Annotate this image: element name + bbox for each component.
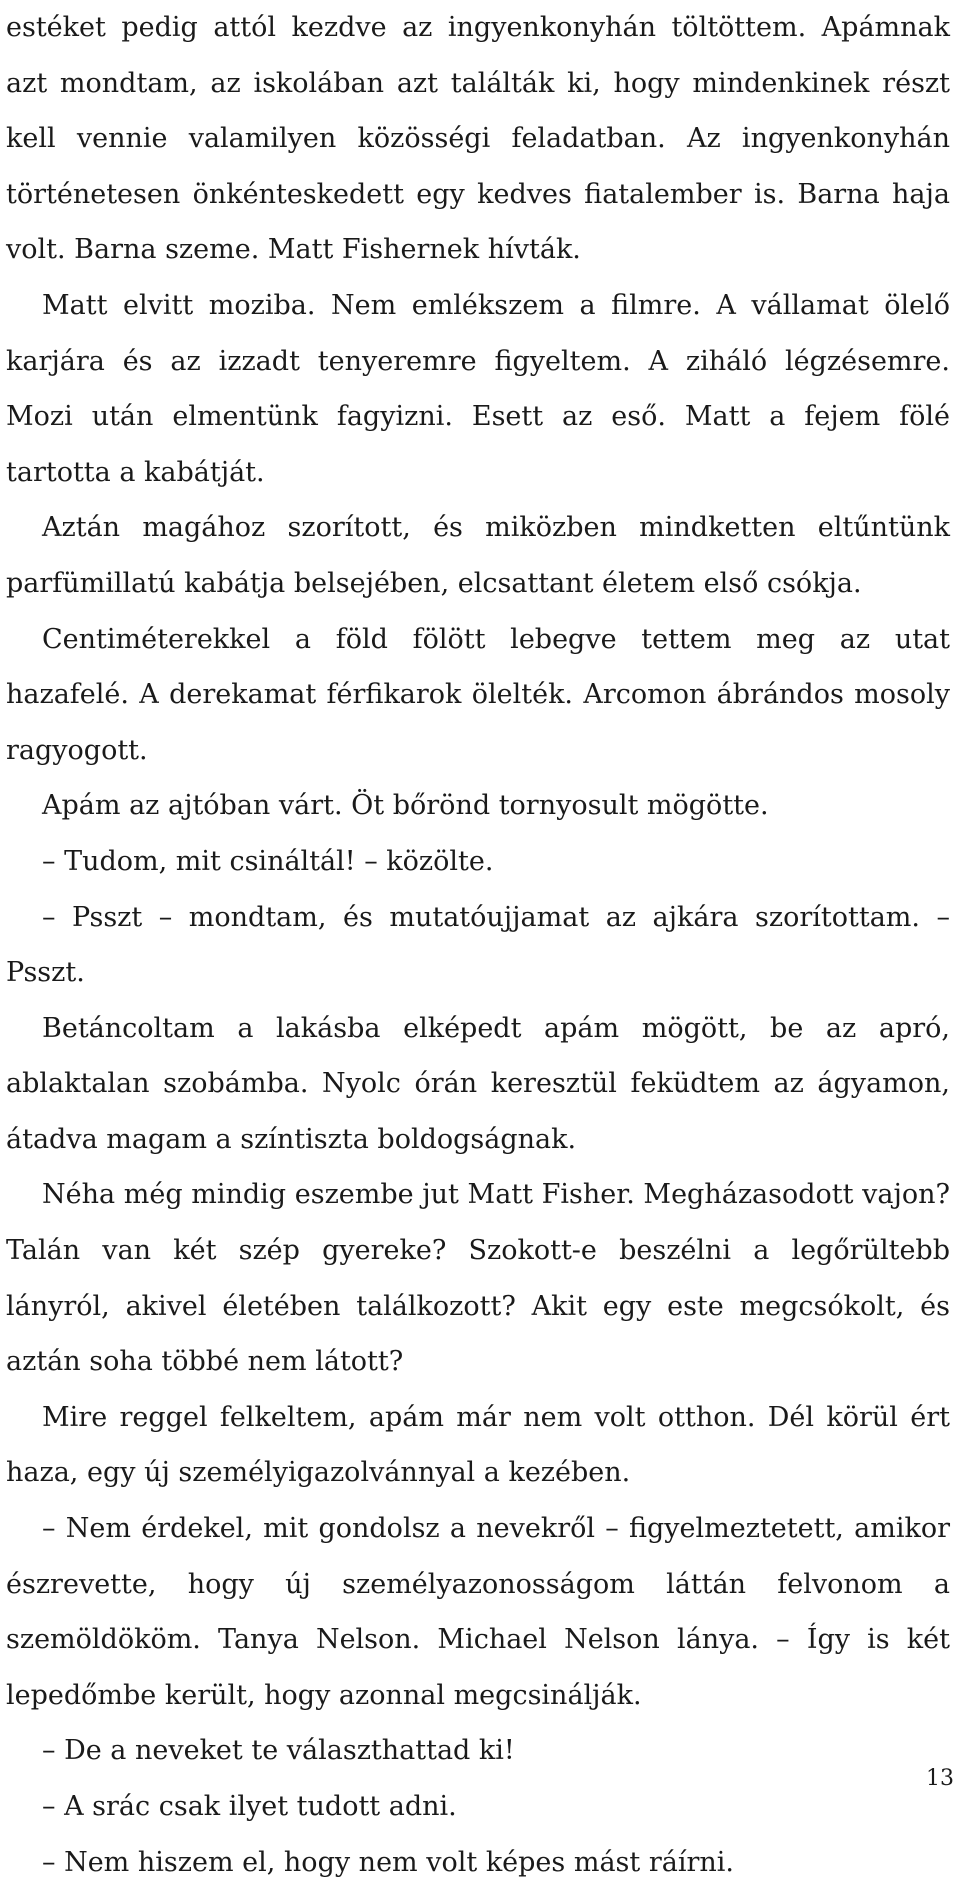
paragraph-4: Centiméterekkel a föld fölött lebegve tettem meg az utat hazafelé. A derekamat férfikarok ölelték. Arcomon ábrándos mosoly ragyogott. [6, 623, 950, 766]
paragraph-11: – Nem érdekel, mit gondolsz a nevekről – figyelmeztetett, amikor észrevette, hogy új személyazonosságom láttán felvonom a szemöldököm. Tanya Nelson. Michael Nelson lánya. – Így is két lepedőmbe került, hogy azonnal megcsinálják. [6, 1513, 950, 1711]
paragraph-9: Néha még mindig eszembe jut Matt Fisher. Megházasodott vajon? Talán van két szép gyereke? Szokott-e beszélni a legőrültebb lányról, akivel életében találkozott? Akit egy este megcsókolt, és aztán soha többé nem látott? [6, 1179, 950, 1378]
paragraph-3: Aztán magához szorított, és miközben mindketten eltűntünk parfümillatú kabátja belsejében, elcsattant életem első csókja. [6, 512, 950, 599]
page-number: 13 [926, 1766, 954, 1791]
body-text [6, 0, 950, 1890]
paragraph-10: Mire reggel felkeltem, apám már nem volt otthon. Dél körül ért haza, egy új személyigazolvánnyal a kezében. [6, 1401, 950, 1489]
paragraph-13: – A srác csak ilyet tudott adni. [42, 1791, 457, 1822]
paragraph-1: estéket pedig attól kezdve az ingyenkonyhán töltöttem. Apámnak azt mondtam, az iskolában azt találták ki, hogy mindenkinek részt kell vennie valamilyen közösségi feladatban. Az ingyenkonyhán történetesen önkénteskedett egy kedves fiatalember is. Barna haja volt. Barna szeme. Matt Fishernek hívták. [6, 12, 950, 266]
paragraph-8: Betáncoltam a lakásba elképedt apám mögött, be az apró, ablaktalan szobámba. Nyolc órán keresztül feküdtem az ágyamon, átadva magam a színtiszta boldogságnak. [6, 1012, 950, 1155]
paragraph-6: – Tudom, mit csináltál! – közölte. [42, 845, 494, 877]
paragraph-14: – Nem hiszem el, hogy nem volt képes mást ráírni. [42, 1846, 734, 1878]
paragraph-7: – Psszt – mondtam, és mutatóujjamat az ajkára szorítottam. – Psszt. [6, 901, 950, 989]
paragraph-12: – De a neveket te választhattad ki! [42, 1735, 515, 1767]
paragraph-5: Apám az ajtóban várt. Öt bőrönd tornyosult mögötte. [42, 790, 769, 822]
paragraph-2: Matt elvitt moziba. Nem emlékszem a filmre. A vállamat ölelő karjára és az izzadt tenyeremre figyeltem. A ziháló légzésemre. Mozi után elmentünk fagyizni. Esett az eső. Matt a fejem fölé tartotta a kabátját. [6, 289, 950, 488]
